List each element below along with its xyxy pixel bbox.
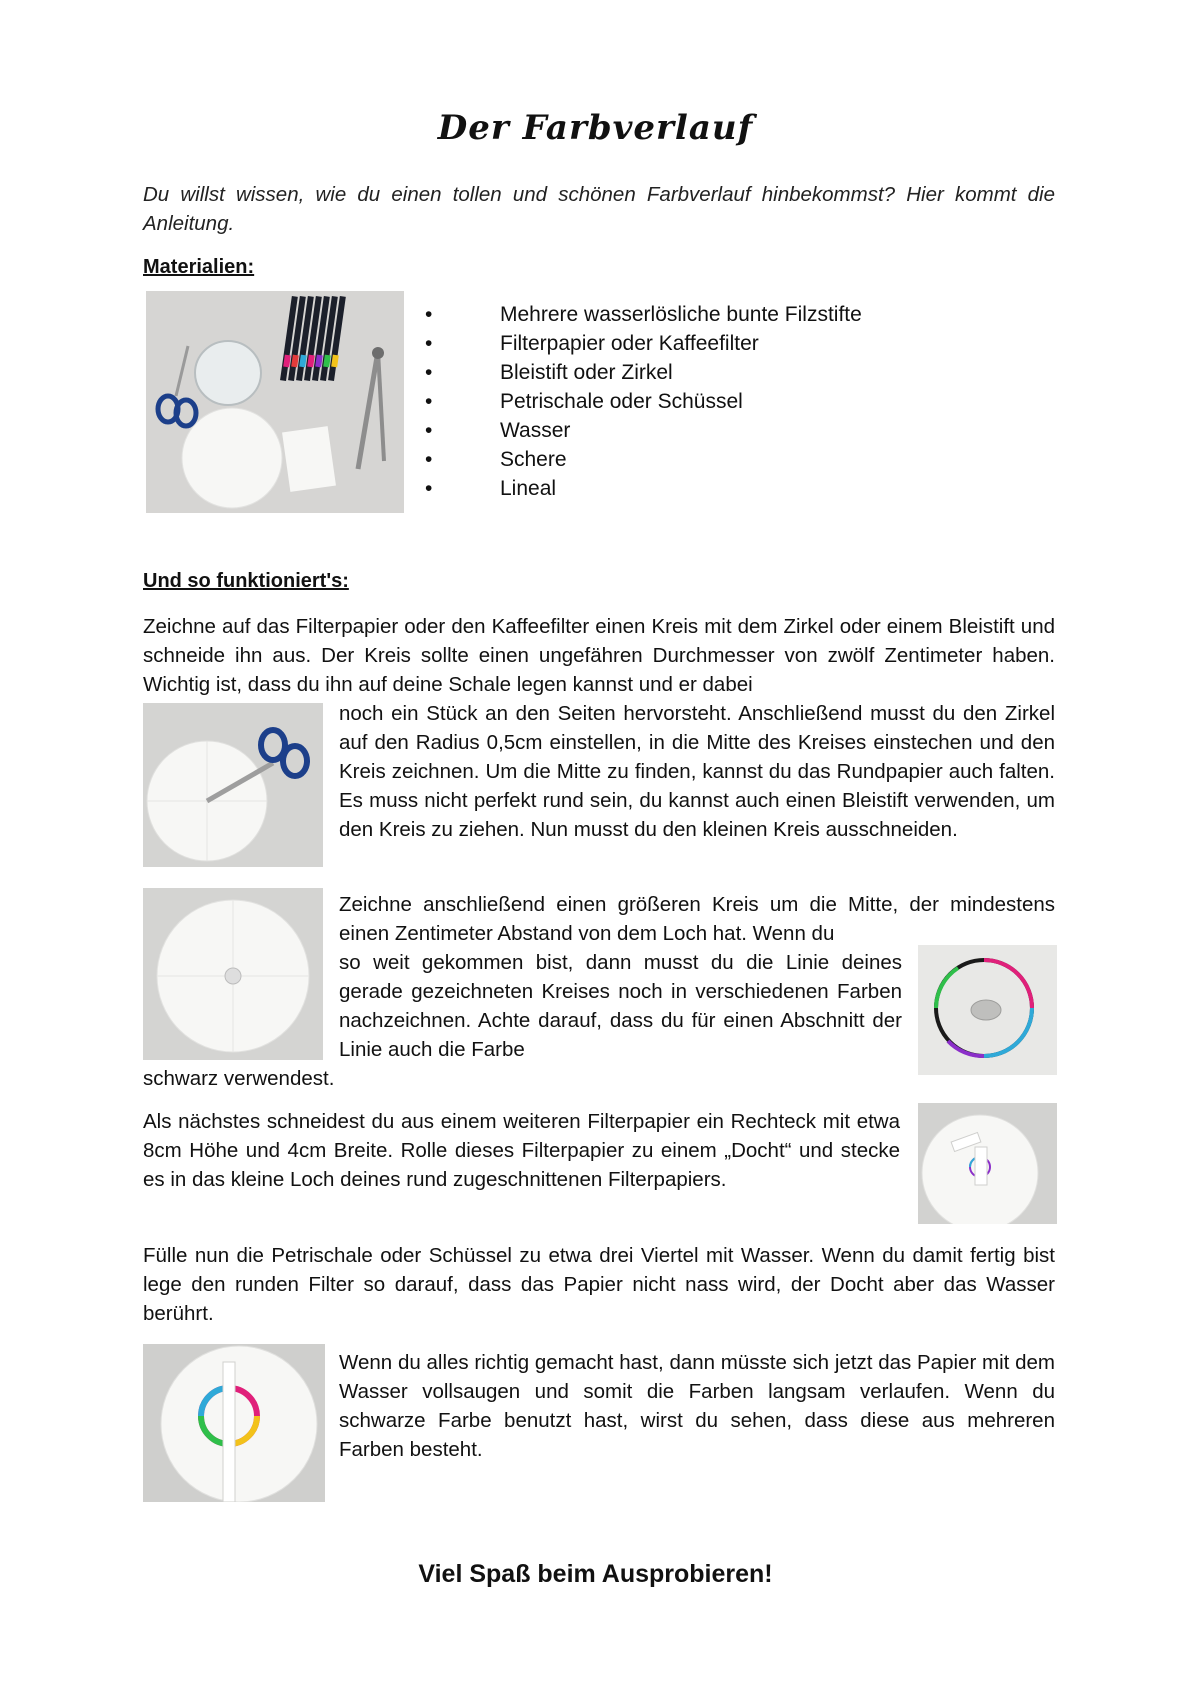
- colored-ring-photo: [918, 945, 1057, 1075]
- list-item: • Wasser: [425, 416, 862, 445]
- result-drawing: [143, 1344, 325, 1502]
- step1-photo: [143, 703, 323, 867]
- step2-photo-drawing: [143, 888, 323, 1060]
- list-item: • Filterpapier oder Kaffeefilter: [425, 329, 862, 358]
- list-item: • Petrischale oder Schüssel: [425, 387, 862, 416]
- step4-text: Fülle nun die Petrischale oder Schüssel zu etwa drei Viertel mit Wasser. Wenn du damit fertig bist lege den runden Filter so darauf, dass das Papier nicht nass wird, der Docht aber das Wasser berührt.: [143, 1244, 1055, 1325]
- step2-photo: [143, 888, 323, 1060]
- wick-drawing: [918, 1103, 1057, 1224]
- step2-text-top: Zeichne anschließend einen größeren Kreis um die Mitte, der mindestens einen Zentimeter Abstand von dem Loch hat. Wenn du: [339, 893, 1055, 945]
- list-item: • Mehrere wasserlösliche bunte Filzstifte: [425, 300, 862, 329]
- result-photo: [143, 1344, 325, 1502]
- step2-text-mid: so weit gekommen bist, dann musst du die Linie deines gerade gezeichneten Kreises noch in verschiedenen Farben nachzeichnen. Achte darauf, dass du für einen Abschnitt der Linie auch die Farbe: [339, 951, 902, 1061]
- materials-photo-drawing: [146, 291, 404, 513]
- step2-text-end: schwarz verwendest.: [143, 1067, 335, 1090]
- step1-photo-drawing: [143, 703, 323, 867]
- instructions-heading: Und so funktioniert's:: [143, 570, 349, 592]
- list-item: • Bleistift oder Zirkel: [425, 358, 862, 387]
- materials-heading: Materialien:: [143, 256, 255, 278]
- materials-list: [425, 300, 862, 503]
- materials-photo: [146, 291, 404, 513]
- intro-text: Du willst wissen, wie du einen tollen und schönen Farbverlauf hinbekommst? Hier kommt die Anleitung.: [143, 183, 1055, 235]
- page-title: Der Farbverlauf: [437, 108, 754, 148]
- list-item: • Schere: [425, 445, 862, 474]
- colored-ring-drawing: [918, 945, 1057, 1075]
- step5-text: Wenn du alles richtig gemacht hast, dann müsste sich jetzt das Papier mit dem Wasser vollsaugen und somit die Farben langsam verlaufen. Wenn du schwarze Farbe benutzt hast, wirst du sehen, dass diese aus mehreren Farben besteht.: [339, 1351, 1055, 1461]
- closing-text: Viel Spaß beim Ausprobieren!: [418, 1560, 773, 1588]
- step1-text-side: noch ein Stück an den Seiten hervorsteht. Anschließend musst du den Zirkel auf den Radius 0,5cm einstellen, in die Mitte des Kreises einstechen und den Kreis zeichnen. Um die Mitte zu finden, kannst du das Rundpapier auch falten. Es muss nicht perfekt rund sein, du kannst auch einen Bleistift verwenden, um den Kreis zu ziehen. Nun musst du den kleinen Kreis ausschneiden.: [339, 702, 1055, 841]
- wick-photo: [918, 1103, 1057, 1224]
- list-item: • Lineal: [425, 474, 862, 503]
- step1-text-top: Zeichne auf das Filterpapier oder den Kaffeefilter einen Kreis mit dem Zirkel oder einem Bleistift und schneide ihn aus. Der Kreis sollte einen ungefähren Durchmesser von zwölf Zentimeter haben. Wichtig ist, dass du ihn auf deine Schale legen kannst und er dabei: [143, 615, 1055, 696]
- step3-text: Als nächstes schneidest du aus einem weiteren Filterpapier ein Rechteck mit etwa 8cm Höhe und 4cm Breite. Rolle dieses Filterpapier zu einem „Docht“ und stecke es in das kleine Loch deines rund zugeschnittenen Filterpapiers.: [143, 1110, 900, 1191]
